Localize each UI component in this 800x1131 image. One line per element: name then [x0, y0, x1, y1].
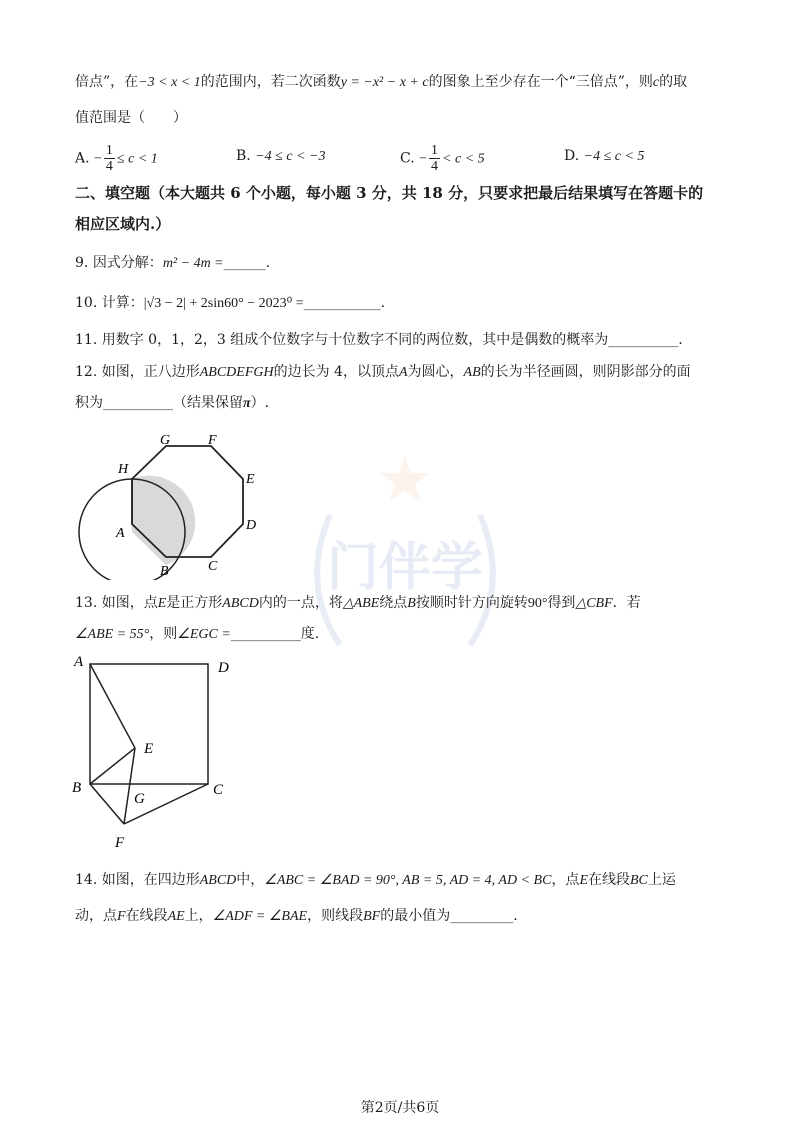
square — [90, 664, 208, 784]
q8-option-d[interactable]: D. −4 ≤ c < 5 — [564, 148, 645, 164]
q8-option-c[interactable]: C. − $\frac{1}{4}$ < c < 5 — [400, 143, 485, 174]
label-d: D — [218, 660, 229, 676]
label-e: E — [246, 472, 255, 487]
answer-blank[interactable]: _________ — [450, 908, 514, 924]
fraction: $\frac{1}{4}$ — [431, 143, 439, 174]
label-b: B — [72, 780, 82, 796]
label-a: A — [74, 654, 84, 670]
fraction: $\frac{1}{4}$ — [105, 143, 113, 174]
q12-line2: 积为__________（结果保留π）. — [75, 395, 270, 411]
q8-option-a[interactable]: A. − $\frac{1}{4}$ ≤ c < 1 — [75, 143, 158, 174]
square-figure — [68, 652, 248, 852]
watermark-logo — [280, 445, 530, 695]
q12-line1: 12. 如图，正八边形ABCDEFGH的边长为 4，以顶点A为圆心，AB的长为半径画圆，则阴影部分的面 — [75, 364, 691, 380]
label-a: A — [116, 526, 125, 541]
label-d: D — [246, 518, 257, 533]
q13-line2: ∠ABE = 55°，则∠EGC =__________度. — [75, 626, 320, 642]
q8-option-b[interactable]: B. −4 ≤ c < −3 — [236, 148, 326, 164]
label-c: C — [208, 559, 218, 574]
answer-blank[interactable]: ______ — [223, 255, 266, 271]
answer-blank[interactable]: ___________ — [303, 295, 381, 311]
label-g: G — [160, 433, 171, 448]
section-heading: 二、填空题（本大题共 6 个小题，每小题 3 分，共 18 分，只要求把最后结果填写在答题卡的 — [75, 184, 704, 202]
label-h: H — [118, 462, 129, 477]
label-c: C — [213, 782, 224, 798]
label-e: E — [144, 741, 154, 757]
q13-line1: 13. 如图，点E是正方形ABCD内的一点，将△ABE绕点B按顺时针方向旋转90°得到△CBF．若 — [75, 595, 641, 611]
label-f: F — [208, 433, 217, 448]
q8-line1: 倍点”，在−3 < x < 1的范围内，若二次函数y = −x² − x + c的图象上至少存在一个“三倍点”，则c的取 — [75, 74, 688, 90]
answer-blank[interactable]: __________ — [230, 626, 301, 642]
q14-line1: 14. 如图，在四边形ABCD中，∠ABC = ∠BAD = 90°, AB = 5, AD = 4, AD < BC，点E在线段BC上运 — [75, 872, 676, 888]
page-number: 第2页/共6页 — [360, 1100, 440, 1116]
svg-text:门伴学: 门伴学 — [326, 538, 484, 598]
section-heading-cont: 相应区域内.） — [75, 215, 171, 233]
octagon-figure — [78, 425, 278, 580]
label-g: G — [134, 791, 145, 807]
q14-line2: 动，点F在线段AE上，∠ADF = ∠BAE，则线段BF的最小值为_________. — [75, 908, 518, 924]
answer-blank[interactable]: __________ — [608, 332, 679, 348]
label-f: F — [115, 835, 125, 851]
q11: 11. 用数字 0，1，2，3 组成个位数字与十位数字不同的两位数，其中是偶数的概率为__________. — [75, 332, 683, 348]
q8-line2: 值范围是（ ） — [75, 110, 187, 126]
q9: 9. 因式分解：m² − 4m =______. — [75, 255, 271, 271]
answer-blank[interactable]: __________ — [103, 395, 173, 411]
label-b: B — [160, 564, 169, 579]
q10: 10. 计算：|√3 − 2| + 2sin60° − 2023⁰ =___________. — [75, 295, 386, 311]
